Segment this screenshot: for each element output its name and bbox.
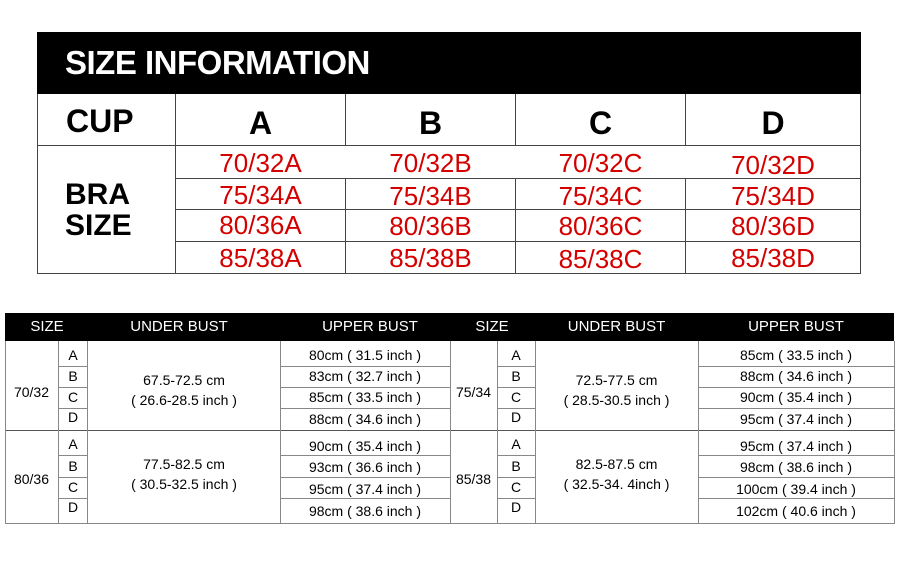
under-bust-cm: 77.5-82.5 cm bbox=[143, 456, 225, 472]
band-size: 70/32 bbox=[13, 384, 50, 400]
grid-line bbox=[450, 341, 451, 524]
grid-line bbox=[280, 366, 450, 367]
header-under-bust: UNDER BUST bbox=[535, 313, 698, 341]
header-upper-bust: UPPER BUST bbox=[698, 313, 894, 341]
upper-bust: 85cm ( 33.5 inch ) bbox=[739, 347, 853, 363]
size-cell: 75/34D bbox=[731, 181, 815, 211]
table-border bbox=[37, 273, 861, 274]
size-cell: 85/38C bbox=[558, 244, 643, 274]
cup-letter: A bbox=[68, 347, 78, 363]
grid-line bbox=[698, 498, 894, 499]
grid-line bbox=[280, 387, 450, 388]
size-cell: 75/34B bbox=[389, 181, 472, 211]
row-divider bbox=[175, 241, 861, 242]
grid-line bbox=[5, 341, 6, 524]
under-bust-cm: 82.5-87.5 cm bbox=[575, 456, 658, 472]
size-cell: 80/36A bbox=[219, 210, 302, 240]
upper-bust: 100cm ( 39.4 inch ) bbox=[736, 481, 856, 497]
grid-line bbox=[698, 366, 894, 367]
cup-letter: B bbox=[511, 368, 521, 384]
band-size: 80/36 bbox=[13, 471, 50, 487]
grid-line bbox=[894, 341, 895, 524]
size-cell: 70/32B bbox=[389, 148, 472, 178]
size-information-title: SIZE INFORMATION bbox=[37, 32, 861, 94]
upper-bust: 102cm ( 40.6 inch ) bbox=[736, 503, 856, 519]
cup-header-c: C bbox=[588, 105, 613, 141]
under-bust-inch: ( 32.5-34. 4inch ) bbox=[563, 476, 670, 492]
upper-bust: 95cm ( 37.4 inch ) bbox=[308, 481, 422, 497]
upper-bust: 80cm ( 31.5 inch ) bbox=[308, 347, 422, 363]
cup-letter: C bbox=[510, 479, 522, 495]
grid-line bbox=[58, 366, 88, 367]
grid-line bbox=[497, 477, 535, 478]
cup-letter: A bbox=[68, 436, 78, 452]
grid-line bbox=[58, 477, 88, 478]
upper-bust: 95cm ( 37.4 inch ) bbox=[739, 438, 853, 454]
grid-line bbox=[280, 455, 450, 456]
grid-line bbox=[698, 387, 894, 388]
header-size: SIZE bbox=[450, 313, 534, 341]
size-cell: 80/36B bbox=[389, 211, 472, 241]
cup-letter: C bbox=[67, 479, 79, 495]
grid-line bbox=[497, 366, 535, 367]
cup-label: CUP bbox=[66, 103, 134, 139]
upper-bust: 90cm ( 35.4 inch ) bbox=[739, 389, 853, 405]
under-bust-inch: ( 30.5-32.5 inch ) bbox=[131, 476, 237, 492]
under-bust-inch: ( 26.6-28.5 inch ) bbox=[131, 392, 237, 408]
size-cell: 75/34C bbox=[558, 181, 643, 211]
grid-line bbox=[535, 341, 536, 524]
cup-letter: D bbox=[67, 409, 79, 425]
table-border bbox=[860, 94, 861, 274]
size-cell: 70/32C bbox=[558, 148, 643, 178]
size-cell: 85/38B bbox=[389, 243, 472, 273]
upper-bust: 88cm ( 34.6 inch ) bbox=[739, 368, 853, 384]
grid-line bbox=[280, 477, 450, 478]
grid-line bbox=[698, 408, 894, 409]
grid-line bbox=[698, 455, 894, 456]
cup-letter: B bbox=[511, 458, 521, 474]
band-size: 85/38 bbox=[455, 471, 492, 487]
cup-letter: A bbox=[511, 347, 521, 363]
cup-letter: B bbox=[68, 368, 78, 384]
size-cell: 85/38D bbox=[731, 243, 815, 273]
cup-letter: D bbox=[67, 499, 79, 515]
grid-line bbox=[280, 408, 450, 409]
cup-letter: C bbox=[510, 389, 522, 405]
upper-bust: 98cm ( 38.6 inch ) bbox=[739, 459, 853, 475]
grid-line bbox=[58, 455, 88, 456]
band-size: 75/34 bbox=[455, 384, 492, 400]
size-cell: 80/36C bbox=[558, 211, 643, 241]
bra-size-label-line2: SIZE bbox=[65, 209, 132, 242]
cup-header-a: A bbox=[248, 105, 273, 141]
grid-line bbox=[58, 387, 88, 388]
upper-bust: 95cm ( 37.4 inch ) bbox=[739, 411, 853, 427]
upper-bust: 85cm ( 33.5 inch ) bbox=[308, 389, 422, 405]
cup-letter: D bbox=[510, 409, 522, 425]
size-cell: 80/36D bbox=[731, 211, 815, 241]
size-cell: 75/34A bbox=[219, 180, 302, 210]
cup-letter: B bbox=[68, 458, 78, 474]
upper-bust: 98cm ( 38.6 inch ) bbox=[308, 503, 422, 519]
cup-letter: A bbox=[511, 436, 521, 452]
cup-header-d: D bbox=[761, 105, 785, 141]
size-cell: 85/38A bbox=[219, 243, 302, 273]
under-bust-inch: ( 28.5-30.5 inch ) bbox=[563, 392, 670, 408]
size-cell: 70/32D bbox=[731, 150, 815, 180]
bra-size-label-line1: BRA bbox=[65, 178, 130, 211]
grid-line bbox=[497, 455, 535, 456]
upper-bust: 88cm ( 34.6 inch ) bbox=[308, 411, 422, 427]
upper-bust: 83cm ( 32.7 inch ) bbox=[308, 368, 422, 384]
size-cell: 70/32A bbox=[219, 148, 302, 178]
under-bust-cm: 72.5-77.5 cm bbox=[575, 372, 658, 388]
under-bust-cm: 67.5-72.5 cm bbox=[143, 372, 225, 388]
header-under-bust: UNDER BUST bbox=[89, 313, 269, 341]
cup-header-b: B bbox=[418, 105, 443, 141]
cup-letter: D bbox=[510, 499, 522, 515]
grid-line bbox=[497, 387, 535, 388]
grid-line bbox=[280, 498, 450, 499]
grid-line bbox=[698, 477, 894, 478]
cup-letter: C bbox=[67, 389, 79, 405]
header-upper-bust: UPPER BUST bbox=[280, 313, 460, 341]
header-size: SIZE bbox=[5, 313, 89, 341]
upper-bust: 93cm ( 36.6 inch ) bbox=[308, 459, 422, 475]
upper-bust: 90cm ( 35.4 inch ) bbox=[308, 438, 422, 454]
